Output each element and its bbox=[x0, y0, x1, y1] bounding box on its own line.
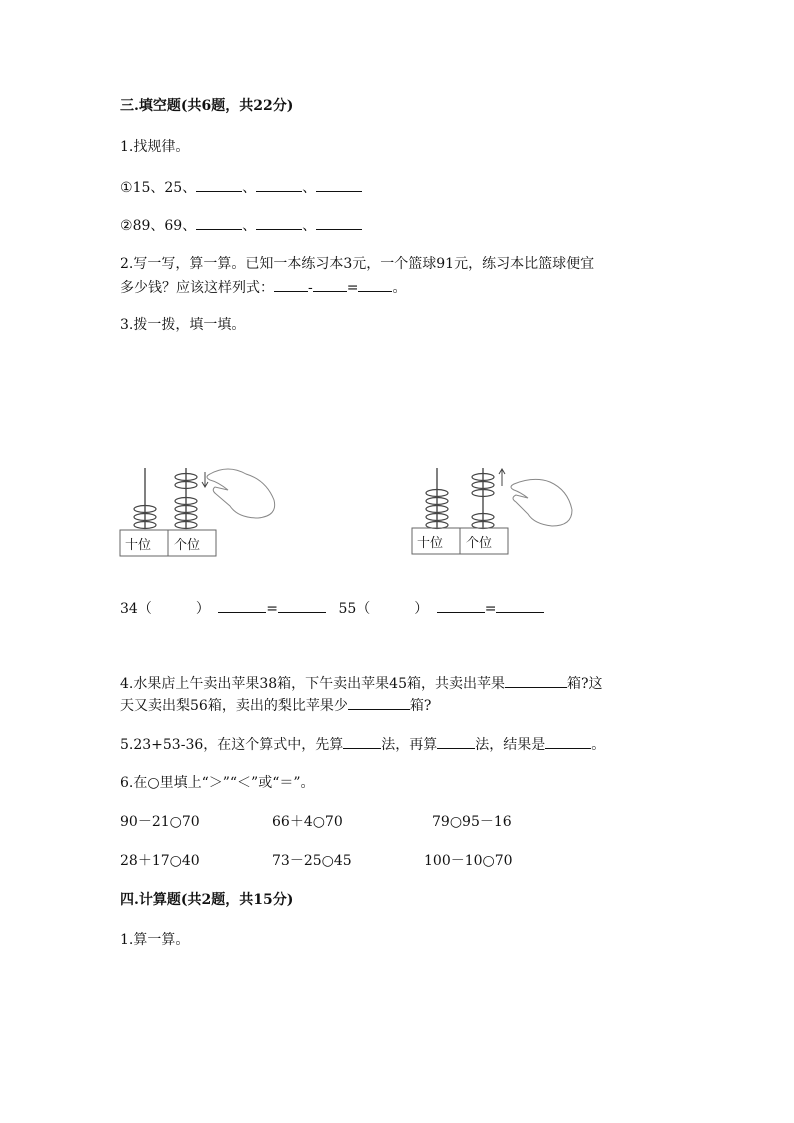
section3-title: 三.填空题(共6题，共22分) bbox=[120, 98, 294, 114]
comparison-item: 66＋4○70 bbox=[272, 814, 343, 830]
answer-blank[interactable] bbox=[196, 215, 242, 230]
q2-line-2 bbox=[120, 277, 406, 298]
answer-blank[interactable] bbox=[256, 215, 302, 230]
answer-blank[interactable] bbox=[196, 177, 242, 192]
q5-text-c: 法，结果是 bbox=[475, 737, 546, 753]
separator: 、 bbox=[302, 218, 317, 234]
answer-blank[interactable] bbox=[437, 734, 475, 749]
equals-sign: = bbox=[266, 601, 279, 617]
q4-text-a: 4.水果店上午卖出苹果38箱，下午卖出苹果45箱，共卖出苹果 bbox=[120, 676, 505, 692]
answer-blank[interactable] bbox=[274, 277, 308, 292]
ones-label: 个位 bbox=[466, 536, 493, 551]
q5-text-b: 法，再算 bbox=[381, 737, 438, 753]
answer-blank[interactable] bbox=[358, 277, 392, 292]
answer-blank[interactable] bbox=[316, 177, 362, 192]
q4-text-c: 天又卖出梨56箱，卖出的梨比苹果少 bbox=[120, 698, 348, 714]
minus-sign: - bbox=[308, 280, 313, 296]
q5-text-d: 。 bbox=[591, 737, 606, 753]
section4-title: 四.计算题(共2题，共15分) bbox=[120, 892, 294, 908]
tens-label: 十位 bbox=[417, 536, 444, 551]
q5-line bbox=[120, 734, 605, 755]
answer-blank[interactable] bbox=[316, 215, 362, 230]
q1-seq1-start: 15、25、 bbox=[132, 180, 197, 196]
separator: 、 bbox=[242, 218, 257, 234]
abacus-right bbox=[410, 460, 580, 560]
comparison-item: 73－25○45 bbox=[272, 853, 352, 869]
ones-label: 个位 bbox=[174, 538, 201, 553]
q3-title: 3.拨一拨，填一填。 bbox=[120, 317, 246, 333]
q3-answer-row bbox=[120, 598, 544, 619]
q4-text-b: 箱?这 bbox=[567, 676, 603, 692]
q1-sequence-2 bbox=[120, 215, 362, 236]
separator: 、 bbox=[242, 180, 257, 196]
left-number: 34（ bbox=[120, 601, 152, 617]
answer-blank[interactable] bbox=[343, 734, 381, 749]
answer-blank[interactable] bbox=[496, 598, 544, 613]
answer-blank[interactable] bbox=[348, 695, 410, 710]
answer-blank[interactable] bbox=[505, 673, 567, 688]
q4-text-d: 箱? bbox=[409, 698, 432, 714]
answer-blank[interactable] bbox=[278, 598, 326, 613]
q2-line-1: 2.写一写，算一算。已知一本练习本3元，一个篮球91元，练习本比篮球便宜 bbox=[120, 256, 595, 272]
right-number: 55（ bbox=[338, 601, 371, 617]
left-close: ） bbox=[195, 601, 210, 617]
answer-blank[interactable] bbox=[256, 177, 302, 192]
answer-blank[interactable] bbox=[545, 734, 591, 749]
answer-blank[interactable] bbox=[313, 277, 347, 292]
abacus-left bbox=[118, 460, 288, 560]
q7-title: 1.算一算。 bbox=[120, 932, 190, 948]
answer-blank[interactable] bbox=[437, 598, 485, 613]
q6-title: 6.在○里填上“＞”“＜”或“＝”。 bbox=[120, 775, 315, 791]
separator: 、 bbox=[302, 180, 317, 196]
comparison-item: 28＋17○40 bbox=[120, 853, 200, 869]
q4-line-1 bbox=[120, 673, 603, 694]
comparison-item: 90－21○70 bbox=[120, 814, 200, 830]
comparison-item: 79○95－16 bbox=[432, 814, 512, 830]
q2-prefix: 多少钱？应该这样列式： bbox=[120, 280, 274, 296]
q1-seq2-marker: ② bbox=[120, 218, 133, 234]
tens-label: 十位 bbox=[125, 538, 152, 553]
q4-line-2 bbox=[120, 695, 431, 716]
q1-seq1-marker: ① bbox=[120, 180, 133, 196]
q1-title: 1.找规律。 bbox=[120, 139, 190, 155]
comparison-item: 100－10○70 bbox=[424, 853, 513, 869]
q1-sequence-1 bbox=[120, 177, 362, 198]
q2-end: 。 bbox=[392, 280, 407, 296]
equals-sign: = bbox=[484, 601, 497, 617]
q1-seq2-start: 89、69、 bbox=[132, 218, 197, 234]
right-close: ） bbox=[414, 601, 429, 617]
q5-text-a: 5.23+53-36，在这个算式中，先算 bbox=[120, 737, 344, 753]
equals-sign: = bbox=[346, 280, 359, 296]
answer-blank[interactable] bbox=[218, 598, 266, 613]
